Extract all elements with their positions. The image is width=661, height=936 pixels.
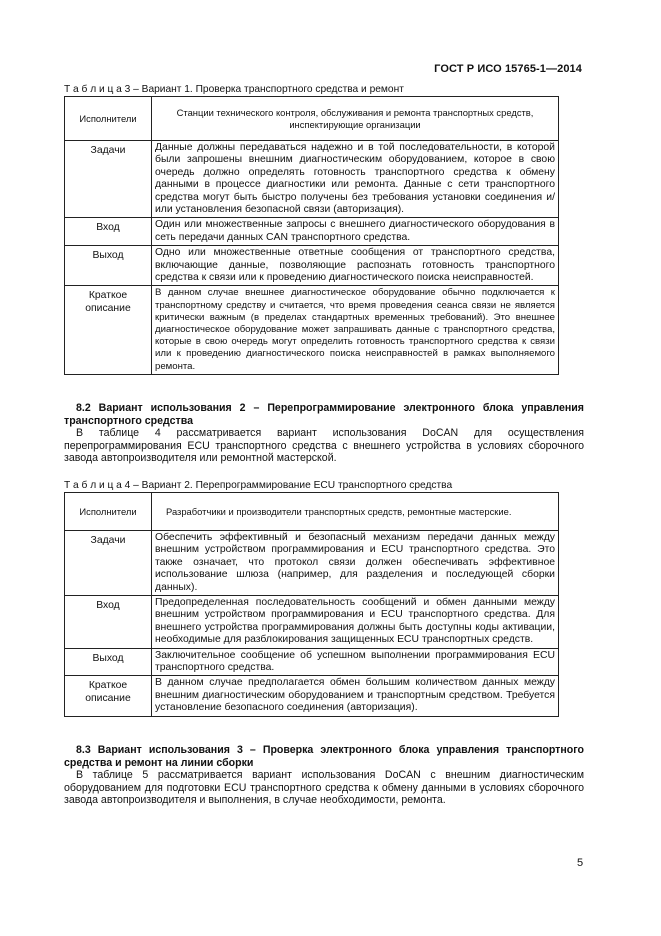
- table3-head-row: [65, 97, 559, 141]
- table4-row-label: Вход: [65, 596, 152, 649]
- table3-caption: Т а б л и ц а 3 – Вариант 1. Проверка транспортного средства и ремонт: [64, 84, 404, 95]
- table-row: [65, 648, 559, 676]
- table3-row-text: В данном случае внешнее диагностическое оборудование обычно подключается к транспортному средству и считается, что время проведения сеанса связи не является критически важным (в пределах стандартных временных требований). Это внешнее диагностическое оборудование может запрашивать данные с транспортного средства, которые в свою очередь могут определить готовность транспортного средства к связи или к проведению диагностического поиска неисправностей в рамках выполняемого ремонта.: [152, 286, 559, 374]
- table4-row-label: Краткое описание: [65, 676, 152, 716]
- table-row: [65, 676, 559, 716]
- table-row: [65, 246, 559, 286]
- table3: [64, 96, 559, 375]
- table4-row-label: Выход: [65, 648, 152, 676]
- table-row: [65, 286, 559, 374]
- table3-row-label: Задачи: [65, 141, 152, 218]
- table4-caption: Т а б л и ц а 4 – Вариант 2. Перепрограммирование ECU транспортного средства: [64, 480, 453, 491]
- table3-row-label: Краткое описание: [65, 286, 152, 374]
- table4-row-text: Заключительное сообщение об успешном выполнении программирования ECU транспортного средства.: [152, 648, 559, 676]
- table3-row-label: Вход: [65, 218, 152, 246]
- table-row: [65, 141, 559, 218]
- table4-head-label: Исполнители: [65, 493, 152, 531]
- table4: [64, 492, 559, 717]
- table3-head-value: Станции технического контроля, обслуживания и ремонта транспортных средств, инспектирующие организации: [152, 97, 559, 141]
- table-row: [65, 531, 559, 596]
- section-8-3: [64, 744, 584, 807]
- table4-row-text: Предопределенная последовательность сообщений и обмен данными между внешним устройством программирования и ECU транспортного средства. Для внешнего устройства программирования должны быть доступны коды активации, необходимые для разблокирования защищенных ECU транспортных средств.: [152, 596, 559, 649]
- table4-row-text: В данном случае предполагается обмен большим количеством данных между внешним диагностическим оборудованием и транспортным средством. Требуется установление безопасного соединения (авторизация).: [152, 676, 559, 716]
- table4-row-text: Обеспечить эффективный и безопасный механизм передачи данных между внешним устройством программирования и ECU транспортного средства. Это также означает, что протокол связи должен обеспечивать эффективное использование шлюза (например, для разделения и последующей сборки данных).: [152, 531, 559, 596]
- section-8-3-heading: 8.3 Вариант использования 3 – Проверка электронного блока управления транспортного средства и ремонт на линии сборки: [64, 744, 584, 769]
- table3-row-text: Одно или множественные ответные сообщения от транспортного средства, включающие данные, позволяющие распознать готовность транспортного средства к связи или к проведению диагностического поиска неисправностей.: [152, 246, 559, 286]
- section-8-2: [64, 402, 584, 465]
- section-8-2-body: В таблице 4 рассматривается вариант использования DoCAN для осуществления перепрограммирования ECU транспортного средства с внешнего устройства в условиях сборочного завода автопроизводителя или ремонтной мастерской.: [64, 427, 584, 465]
- standard-designation: ГОСТ Р ИСО 15765-1—2014: [434, 63, 582, 75]
- page-number: 5: [577, 857, 584, 869]
- table3-row-label: Выход: [65, 246, 152, 286]
- table3-row-text: Один или множественные запросы с внешнего диагностического оборудования в сеть передачи данных CAN транспортного средства.: [152, 218, 559, 246]
- section-8-3-body: В таблице 5 рассматривается вариант использования DoCAN с внешним диагностическим оборудованием для подготовки ECU транспортного средства к обмену данными в условиях сборочного завода автопроизводителя и выполнения, в случае необходимости, ремонта.: [64, 769, 584, 807]
- table4-head-value: Разработчики и производители транспортных средств, ремонтные мастерские.: [152, 493, 559, 531]
- table3-row-text: Данные должны передаваться надежно и в той последовательности, в которой были запрошены внешним диагностическим оборудованием, которое в свою очередь должно определять готовность транспортного средства к обмену данными в процессе диагностики или ремонта. Данные с сети транспортного средства могут быть быстро получены без требования установки соединения и/или установления безопасной связи (авторизация).: [152, 141, 559, 218]
- table4-head-row: [65, 493, 559, 531]
- table3-head-label: Исполнители: [65, 97, 152, 141]
- section-8-2-heading: 8.2 Вариант использования 2 – Перепрограммирование электронного блока управления транспортного средства: [64, 402, 584, 427]
- table-row: [65, 218, 559, 246]
- table-row: [65, 596, 559, 649]
- table4-row-label: Задачи: [65, 531, 152, 596]
